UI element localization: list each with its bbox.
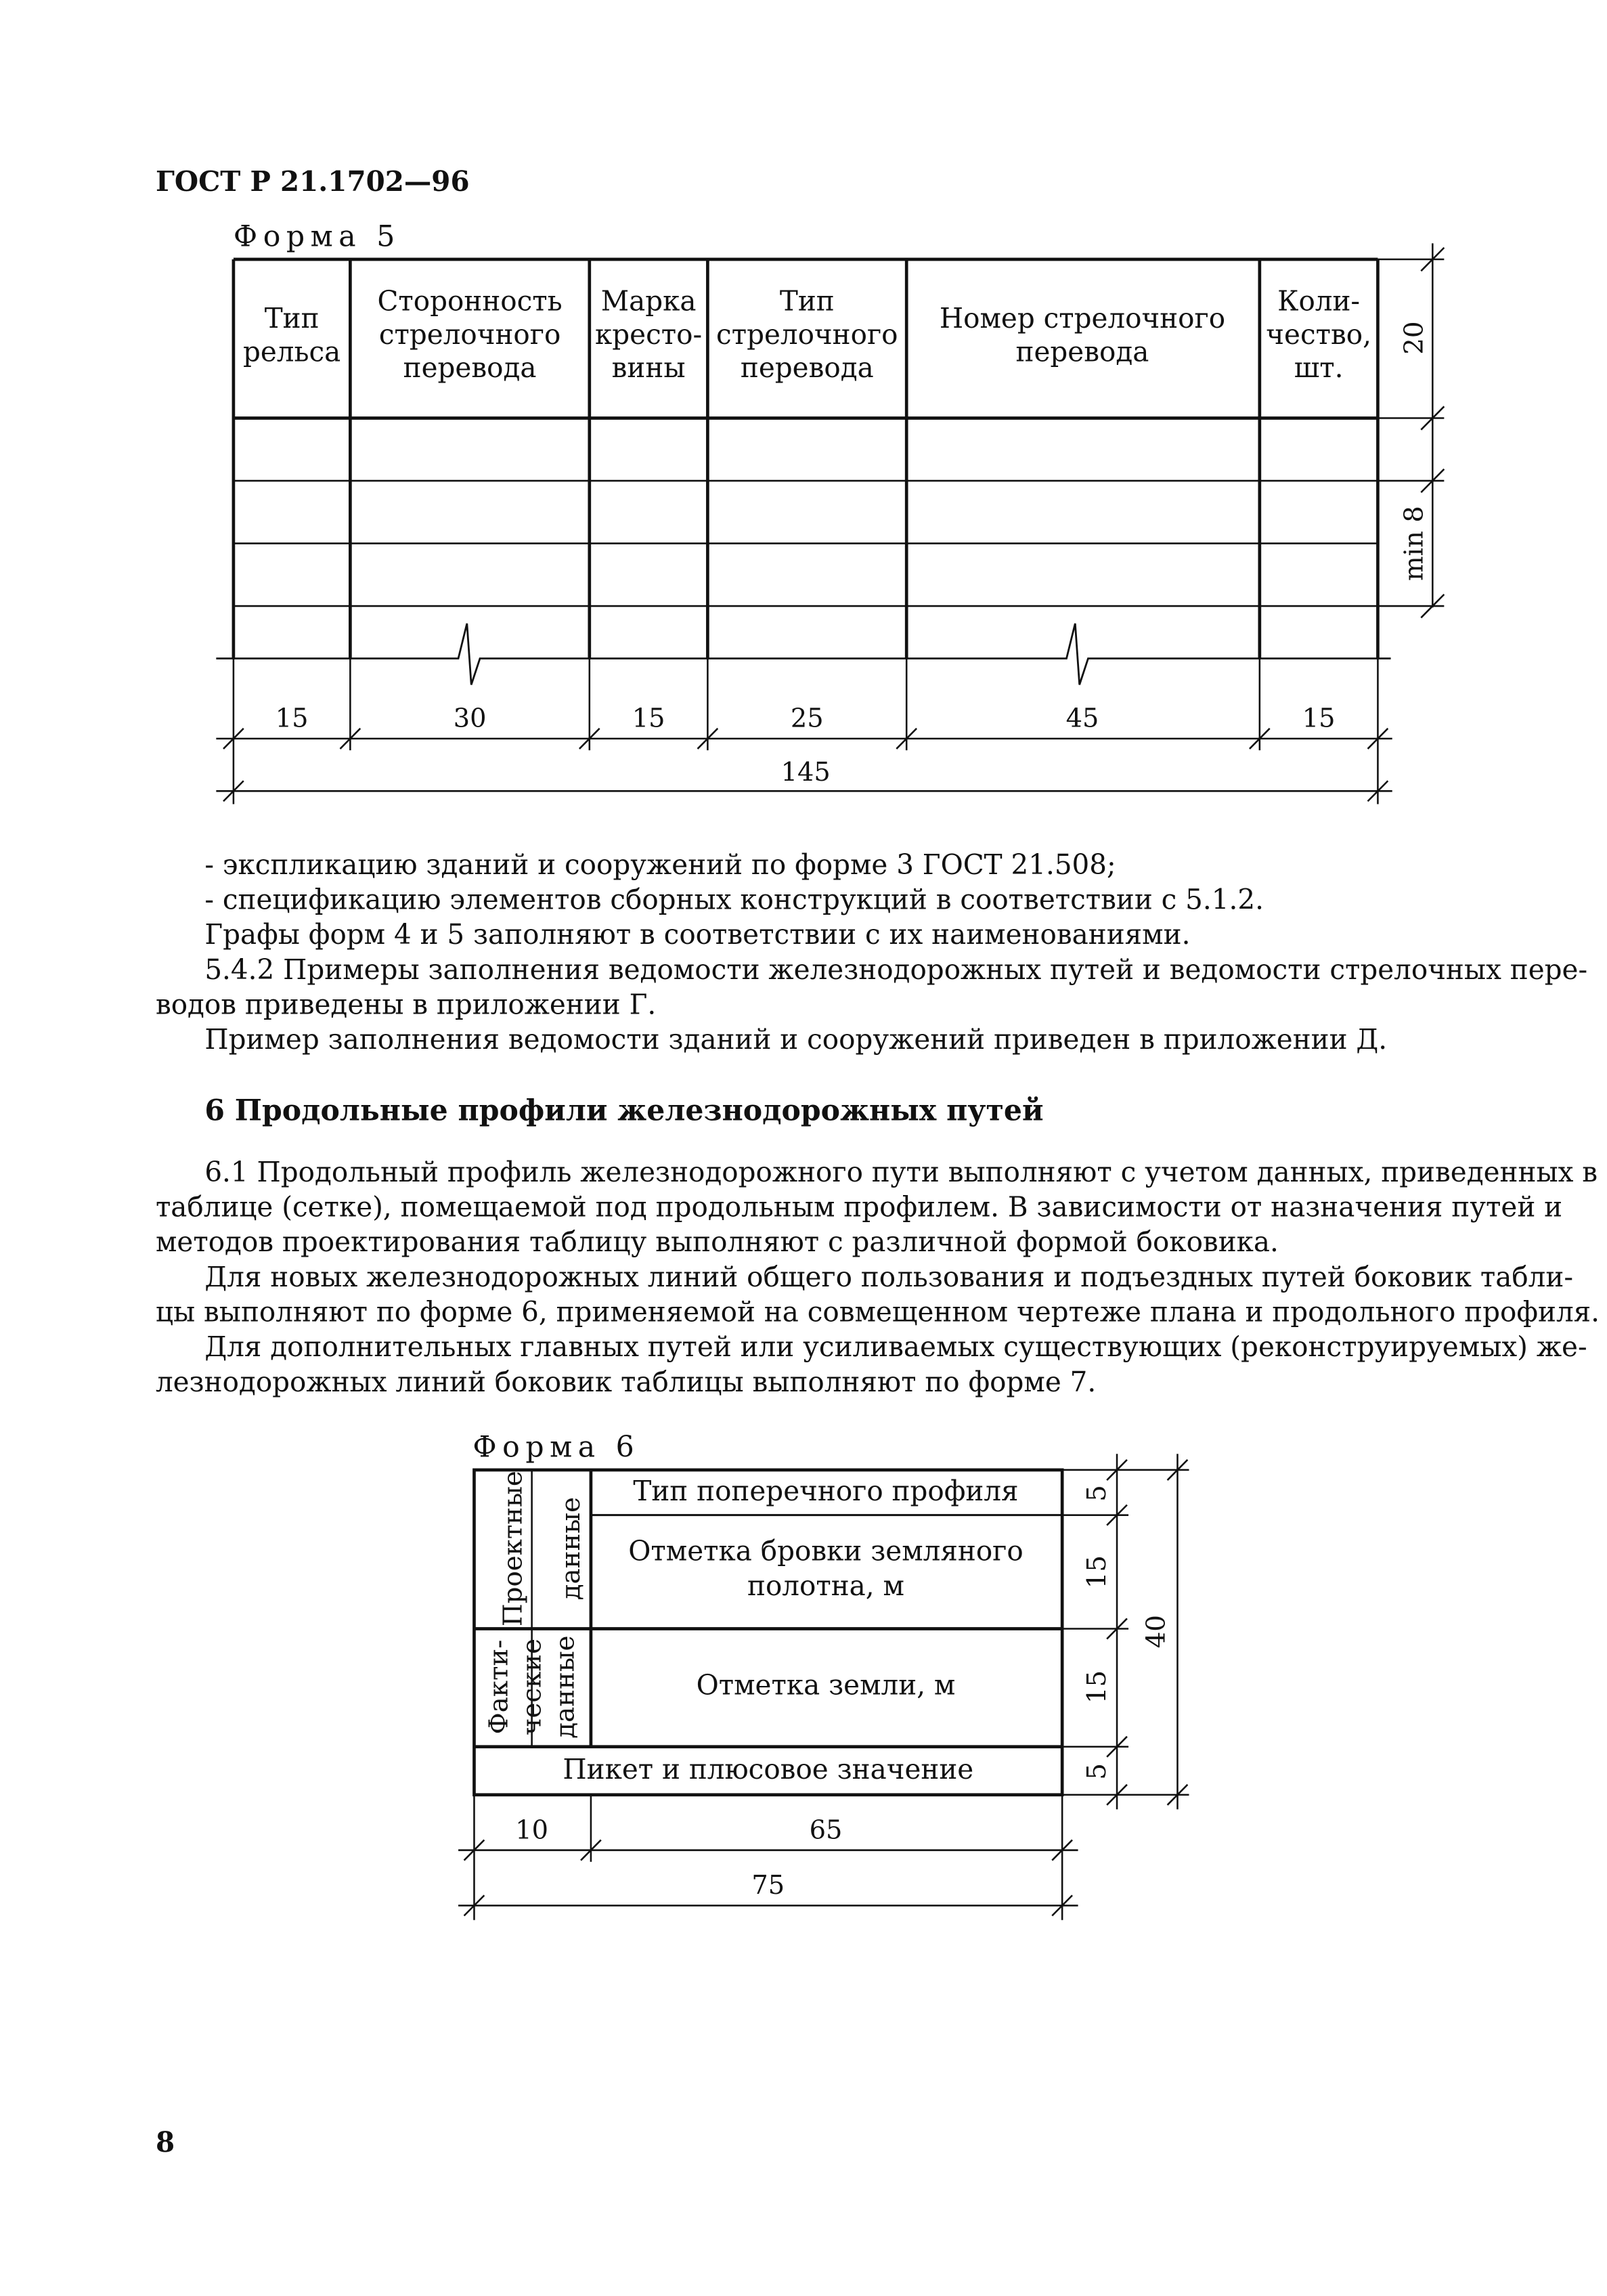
paragraph-line: - спецификацию элементов сборных конструкций в соответствии с 5.1.2. (204, 883, 1264, 916)
paragraph-line: лезнодорожных линий боковик таблицы выполняют по форме 7. (155, 1365, 1097, 1398)
section-6-text (156, 1156, 1600, 1398)
form5-header-height: 20 (1399, 321, 1430, 355)
section-6-heading: 6 Продольные профили железнодорожных путей (204, 1093, 1044, 1128)
paragraph-line: Пример заполнения ведомости зданий и сооружений приведен в приложении Д. (204, 1022, 1388, 1056)
form6-total-width: 75 (751, 1869, 785, 1901)
form6-row-cross-profile: Тип поперечного профиля (633, 1474, 1019, 1508)
form6-row-picket: Пикет и плюсовое значение (563, 1752, 974, 1786)
paragraph-line: водов приведены в приложении Г. (155, 988, 657, 1021)
form5-col3-line1: Марка (600, 284, 697, 318)
form6-width-col2: 65 (809, 1815, 843, 1846)
form6-height-row1: 5 (1082, 1485, 1112, 1502)
text-block-1 (156, 848, 1587, 1056)
form5-col4-line1: Тип (779, 284, 835, 318)
form5-col1-line2: рельса (242, 335, 341, 368)
form5-row-height: min 8 (1399, 506, 1430, 582)
paragraph-line: Для дополнительных главных путей или усиливаемых существующих (реконструируемых) же- (204, 1330, 1587, 1364)
form5-col1-line1: Тип (264, 301, 320, 335)
form6-height-row2: 15 (1082, 1555, 1112, 1589)
form5-col2-line2: стрелочного (378, 318, 561, 351)
form5-width-col2: 30 (453, 703, 487, 734)
form5-width-col4: 25 (790, 703, 824, 734)
form6-width-col1: 10 (515, 1815, 549, 1846)
form5-col5-line1: Номер стрелочного (939, 301, 1226, 335)
form6-height-row3: 15 (1082, 1670, 1112, 1704)
form5-col6-line2: чество, (1266, 318, 1371, 351)
form6-row-ground: Отметка земли, м (696, 1668, 956, 1702)
form6-group-design-line2: данные (556, 1497, 586, 1601)
paragraph-line: 6.1 Продольный профиль железнодорожного пути выполняют с учетом данных, приведенных в (204, 1155, 1598, 1188)
form5-header-cells (243, 284, 1371, 384)
form6-height-row4: 5 (1082, 1763, 1112, 1780)
form5-width-col1: 15 (275, 703, 309, 734)
form5-total-width: 145 (780, 757, 831, 788)
form6-group-actual-line2: ческие (516, 1638, 548, 1736)
paragraph-line: цы выполняют по форме 6, применяемой на совмещенном чертеже плана и продольного профиля. (155, 1295, 1600, 1328)
form5-col2-line1: Сторонность (377, 284, 563, 318)
form5-col4-line2: стрелочного (716, 318, 898, 351)
form5-col5-line2: перевода (1015, 335, 1149, 368)
document-header: ГОСТ Р 21.1702—96 (155, 165, 470, 198)
paragraph-line: 5.4.2 Примеры заполнения ведомости железнодорожных путей и ведомости стрелочных пере- (204, 953, 1588, 986)
page-number: 8 (155, 2125, 175, 2159)
paragraph-line: Графы форм 4 и 5 заполняют в соответствии с их наименованиями. (204, 918, 1191, 951)
form5-width-col3: 15 (632, 703, 665, 734)
form5-width-col5: 45 (1065, 703, 1099, 734)
form5-col2-line3: перевода (403, 351, 537, 385)
paragraph-line: - экспликацию зданий и сооружений по форме 3 ГОСТ 21.508; (204, 848, 1116, 882)
form6-row-subgrade-line1: Отметка бровки земляного (628, 1534, 1023, 1567)
form5-col3-line3: вины (611, 351, 686, 385)
form6-caption: Форма 6 (472, 1430, 640, 1465)
form6-group-actual-line1: Факти- (483, 1639, 514, 1735)
form6-width-dimensions (458, 1795, 1078, 1920)
form6-row-subgrade-line2: полотна, м (747, 1569, 904, 1603)
form6-total-height: 40 (1141, 1615, 1172, 1649)
paragraph-line: методов проектирования таблицу выполняют с различной формой боковика. (155, 1226, 1279, 1259)
form5-width-col6: 15 (1302, 703, 1336, 734)
form6-group-design-line1: Проектные (498, 1471, 529, 1627)
form5-col6-line3: шт. (1294, 351, 1344, 385)
form6-group-actual-line3: данные (550, 1635, 581, 1739)
form5-col4-line3: перевода (740, 351, 874, 385)
form5-col6-line1: Коли- (1277, 284, 1361, 318)
form5-width-labels (276, 703, 1336, 787)
form5-col3-line2: кресто- (595, 318, 703, 351)
paragraph-line: таблице (сетке), помещаемой под продольным профилем. В зависимости от назначения путей и (155, 1190, 1563, 1223)
form5-caption: Форма 5 (233, 219, 401, 254)
paragraph-line: Для новых железнодорожных линий общего пользования и подъездных путей боковик табли- (204, 1260, 1574, 1293)
